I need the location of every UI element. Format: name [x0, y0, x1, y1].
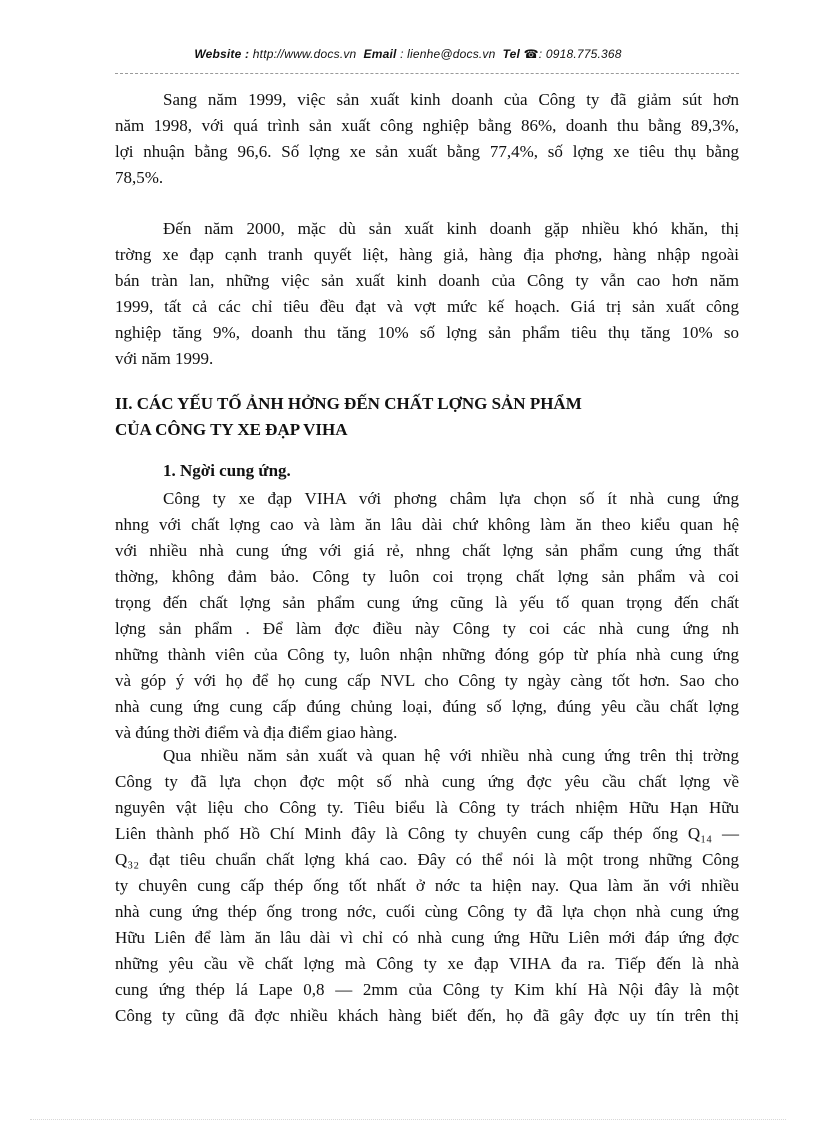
- text-line: ty chuyên cung cấp thép ống tốt nhất ở nớc ta hiện nay. Qua làm ăn với nhiều: [115, 876, 739, 895]
- text-line: Công ty đã lựa chọn đợc một số nhà cung ứng đợc yêu cầu chất lợng về: [115, 772, 739, 791]
- text-line: cung ứng thép lá Lape 0,8 — 2mm của Công ty Kim khí Hà Nội đây là một: [115, 980, 739, 999]
- text-line: nhà cung ứng thép ống trong nớc, cuối cùng Công ty đã lựa chọn nhà cung ứng: [115, 902, 739, 921]
- website-url: http://www.docs.vn: [252, 47, 357, 61]
- paragraph-3: [115, 486, 739, 746]
- text-line: những thành viên của Công ty, luôn nhận những đóng góp từ phía nhà cung ứng: [115, 645, 739, 664]
- paragraph-4: [115, 743, 739, 1029]
- tel-number: : 0918.775.368: [538, 47, 622, 61]
- text-line: lợi nhuận bằng 96,6. Số lợng xe sản xuất bằng 77,4%, số lợng xe tiêu thụ bằng: [115, 142, 739, 161]
- text-line: Hữu Liên để làm ăn lâu dài vì chỉ có nhà cung ứng Hữu Liên mới đáp ứng đợc: [115, 928, 739, 947]
- text-line: với năm 1999.: [115, 349, 214, 368]
- text-line: nhng với chất lợng cao và làm ăn lâu dài chứ không làm ăn theo kiểu quan hệ: [115, 515, 739, 534]
- text-line: những yêu cầu về chất lợng mà Công ty xe đạp VIHA đa ra. Tiếp đến là nhà: [115, 954, 739, 973]
- text-line: Công ty xe đạp VIHA với phơng châm lựa chọn số ít nhà cung ứng: [163, 489, 739, 508]
- text-line: và góp ý với họ để họ cung cấp NVL cho Công ty ngày càng tốt hơn. Sao cho: [115, 671, 739, 690]
- text-line: Đến năm 2000, mặc dù sản xuất kinh doanh gặp nhiều khó khăn, thị: [163, 219, 739, 238]
- heading-line: II. CÁC YẾU TỐ ẢNH HỞNG ĐẾN CHẤT LỢNG SẢN PHẨM: [115, 394, 582, 413]
- text-line: trọng đến chất lợng sản phẩm cung ứng cũng là yếu tố quan trọng đến chất: [115, 593, 739, 612]
- page-header: [0, 47, 816, 61]
- section-heading: [115, 391, 739, 443]
- text-line: thờng, không đảm bảo. Công ty luôn coi trọng chất lợng sản phẩm và coi: [115, 567, 739, 586]
- text-line: nghiệp tăng 9%, doanh thu tăng 10% số lợng sản phẩm tiêu thụ tăng 10% so: [115, 323, 739, 342]
- text-line: và đúng thời điểm và địa điểm giao hàng.: [115, 723, 398, 742]
- paragraph-1: [115, 87, 739, 191]
- email-label: Email: [363, 47, 397, 61]
- text-line: 78,5%.: [115, 168, 164, 187]
- text-line: năm 1998, với quá trình sản xuất công nghiệp bằng 86%, doanh thu bằng 89,3%,: [115, 116, 739, 135]
- text-line: với nhiều nhà cung ứng với giá rẻ, nhng chất lợng sản phẩm cung ứng thất: [115, 541, 739, 560]
- text-line: nguyên vật liệu cho Công ty. Tiêu biểu là Công ty trách nhiệm Hữu Hạn Hữu: [115, 798, 739, 817]
- text-line: lợng sản phẩm . Để làm đợc điều này Công ty coi các nhà cung ứng nh: [115, 619, 739, 638]
- header-divider: [115, 73, 739, 74]
- subheading: 1. Ngời cung ứng.: [163, 461, 291, 480]
- text-line: bán tràn lan, những việc sản xuất kinh doanh của Công ty vẫn cao hơn năm: [115, 271, 739, 290]
- heading-line: CỦA CÔNG TY XE ĐẠP VIHA: [115, 420, 348, 439]
- paragraph-2: [115, 216, 739, 372]
- phone-icon: ☎: [523, 47, 539, 61]
- text-line: Qua nhiều năm sản xuất và quan hệ với nhiều nhà cung ứng trên thị trờng: [163, 746, 739, 765]
- text-line: trờng xe đạp cạnh tranh quyết liệt, hàng giả, hàng địa phơng, hàng nhập ngoài: [115, 245, 739, 264]
- email-address: : lienhe@docs.vn: [400, 47, 496, 61]
- text-line: Công ty cũng đã đợc nhiều khách hàng biết đến, họ đã gây đợc uy tín trên thị: [115, 1006, 739, 1025]
- text-line: Sang năm 1999, việc sản xuất kinh doanh của Công ty đã giảm sút hơn: [163, 90, 739, 109]
- text-line: Q₃₂ đạt tiêu chuẩn chất lợng khá cao. Đây có thể nói là một trong những Công: [115, 850, 739, 869]
- website-label: Website :: [194, 47, 250, 61]
- text-line: Liên thành phố Hồ Chí Minh đây là Công ty chuyên cung cấp thép ống Q₁₄ —: [115, 824, 739, 843]
- page-bottom-border: [30, 1119, 786, 1120]
- text-line: nhà cung ứng cung cấp đúng chủng loại, đúng số lợng, đúng yêu cầu chất lợng: [115, 697, 739, 716]
- text-line: 1999, tất cả các chỉ tiêu đều đạt và vợt mức kế hoạch. Giá trị sản xuất công: [115, 297, 739, 316]
- tel-label: Tel: [502, 47, 521, 61]
